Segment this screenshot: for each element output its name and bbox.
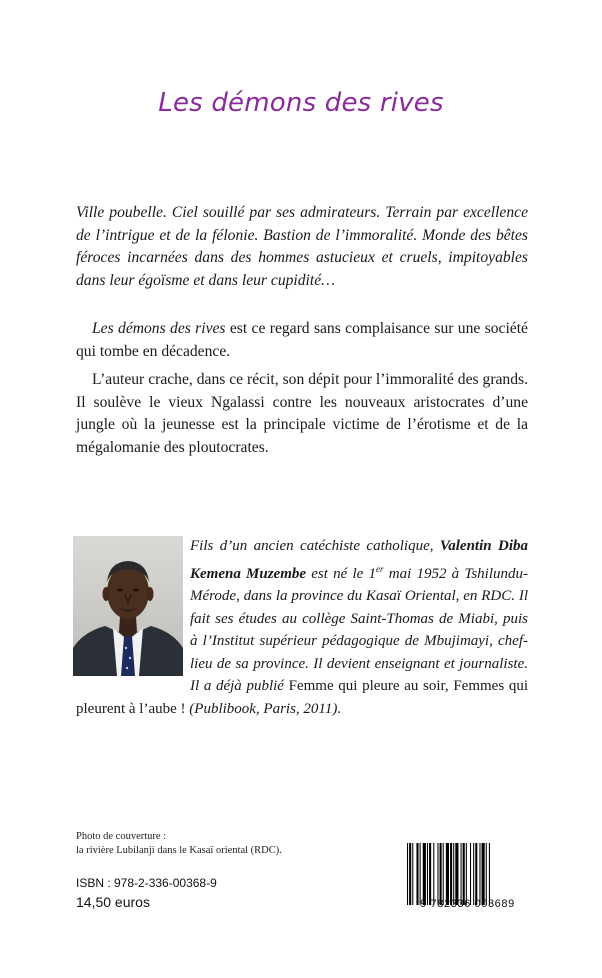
photo-credit	[76, 830, 376, 858]
bio-middle: mai 1952 à Tshilundu-Mérode, dans la province du Kasaï Oriental, en RDC. Il fait ses études au collège Saint-Thomas de Miabi, puis à l’Institut supérieur pédagogique de Mbujimayi, chef-lieu de sa province. Il devient enseignant et journaliste. Il a déjà publié	[190, 565, 528, 694]
description-paragraph-1	[76, 318, 528, 363]
photo-credit-caption: la rivière Lubilanji dans le Kasaï oriental (RDC).	[76, 845, 282, 856]
photo-credit-heading: Photo de couverture :	[76, 831, 167, 842]
photo-spacer	[76, 535, 190, 677]
bio-born-sup: er	[376, 563, 384, 574]
barcode-digits: 9 782336 003689	[420, 898, 515, 910]
bio-born: est né le 1	[306, 565, 377, 582]
previous-book-title: Femme qui pleure au soir, Femmes qui pleurent à l’aube !	[76, 678, 528, 717]
bio-intro: Fils d’un ancien catéchiste catholique,	[190, 538, 440, 554]
description	[76, 318, 528, 465]
description-book-title: Les démons des rives	[92, 320, 226, 337]
author-name: Valentin Diba Kemena Muzembe	[190, 538, 529, 582]
blurb-paragraph: Ville poubelle. Ciel souillé par ses admirateurs. Terrain par excellence de l’intrigue et de la félonie. Bastion de l’immoralité. Monde des bêtes féroces incarnées dans des hommes astucieux et cruels, impitoyables dans leur égoïsme et dans leur cupidité…	[76, 204, 528, 289]
description-text-1: est ce regard sans complaisance sur une société qui tombe en décadence.	[76, 320, 528, 360]
description-paragraph-2: L’auteur crache, dans ce récit, son dépit pour l’immoralité des grands. Il soulève le vieux Ngalassi contre les nouveaux aristocrates d’une jungle où la jeunesse est la principale victime de l’érotisme et de la mégalomanie des ploutocrates.	[76, 371, 528, 456]
book-title: Les démons des rives	[158, 88, 444, 118]
author-bio	[76, 535, 528, 720]
bio-end: (Publibook, Paris, 2011).	[185, 700, 342, 717]
price: 14,50 euros	[76, 894, 150, 910]
isbn: ISBN : 978-2-336-00368-9	[76, 876, 217, 890]
